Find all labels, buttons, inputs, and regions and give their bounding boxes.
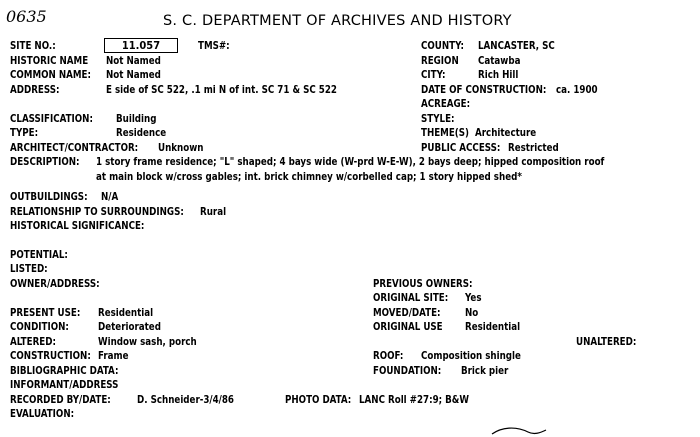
type-label: TYPE: [10, 126, 39, 139]
historic-name-value: Not Named [106, 54, 161, 67]
relationship-label: RELATIONSHIP TO SURROUNDINGS: [10, 205, 184, 218]
description-label: DESCRIPTION: [10, 155, 80, 168]
type-value: Residence [116, 126, 167, 139]
date-of-construction-value: ca. 1900 [556, 83, 598, 96]
foundation-label: FOUNDATION: [373, 364, 442, 377]
moved-date-label: MOVED/DATE: [373, 306, 441, 319]
common-name-value: Not Named [106, 68, 161, 81]
county-value: LANCASTER, SC [478, 39, 555, 52]
recorded-by-label: RECORDED BY/DATE: [10, 393, 111, 406]
unaltered-label: UNALTERED: [576, 335, 637, 348]
informant-label: INFORMANT/ADDRESS [10, 378, 119, 391]
condition-label: CONDITION: [10, 320, 69, 333]
original-use-value: Residential [465, 320, 521, 333]
altered-label: ALTERED: [10, 335, 56, 348]
page-title: S. C. DEPARTMENT OF ARCHIVES AND HISTORY [163, 13, 512, 29]
architect-label: ARCHITECT/CONTRACTOR: [10, 141, 139, 154]
date-of-construction-label: DATE OF CONSTRUCTION: [421, 83, 547, 96]
acreage-label: ACREAGE: [421, 97, 471, 110]
classification-label: CLASSIFICATION: [10, 112, 93, 125]
present-use-label: PRESENT USE: [10, 306, 81, 319]
public-access-value: Restricted [508, 141, 559, 154]
original-site-value: Yes [465, 291, 482, 304]
condition-value: Deteriorated [98, 320, 161, 333]
construction-label: CONSTRUCTION: [10, 349, 91, 362]
address-value: E side of SC 522, .1 mi N of int. SC 71 & SC 522 [106, 83, 337, 96]
region-value: Catawba [478, 54, 521, 67]
description-line-2: at main block w/cross gables; int. brick chimney w/corbelled cap; 1 story hipped shed* [96, 170, 522, 183]
photo-data-label: PHOTO DATA: [285, 393, 352, 406]
previous-owners-label: PREVIOUS OWNERS: [373, 277, 473, 290]
classification-value: Building [116, 112, 157, 125]
themes-label: THEME(S) [421, 126, 470, 139]
site-no-value: 11.057 [104, 38, 178, 53]
relationship-value: Rural [200, 205, 227, 218]
moved-date-value: No [465, 306, 479, 319]
altered-value: Window sash, porch [98, 335, 197, 348]
original-use-label: ORIGINAL USE [373, 320, 443, 333]
city-label: CITY: [421, 68, 446, 81]
recorded-by-value: D. Schneider-3/4/86 [137, 393, 234, 406]
description-line-1: 1 story frame residence; "L" shaped; 4 bays wide (W-prd W-E-W), 2 bays deep; hipped composition roof [96, 155, 605, 168]
handwritten-mark [490, 424, 550, 436]
listed-label: LISTED: [10, 262, 48, 275]
outbuildings-label: OUTBUILDINGS: [10, 190, 88, 203]
region-label: REGION [421, 54, 459, 67]
potential-label: POTENTIAL: [10, 248, 68, 261]
roof-label: ROOF: [373, 349, 404, 362]
city-value: Rich Hill [478, 68, 519, 81]
style-label: STYLE: [421, 112, 455, 125]
outbuildings-value: N/A [101, 190, 119, 203]
historical-significance-label: HISTORICAL SIGNIFICANCE: [10, 219, 145, 232]
tms-label: TMS#: [198, 39, 230, 52]
photo-data-value: LANC Roll #27:9; B&W [359, 393, 469, 406]
roof-value: Composition shingle [421, 349, 521, 362]
county-label: COUNTY: [421, 39, 465, 52]
present-use-value: Residential [98, 306, 154, 319]
public-access-label: PUBLIC ACCESS: [421, 141, 501, 154]
address-label: ADDRESS: [10, 83, 60, 96]
themes-value: Architecture [475, 126, 537, 139]
card-number-stamp: 0635 [6, 7, 47, 26]
construction-value: Frame [98, 349, 129, 362]
site-no-label: SITE NO.: [10, 39, 56, 52]
foundation-value: Brick pier [461, 364, 509, 377]
original-site-label: ORIGINAL SITE: [373, 291, 449, 304]
common-name-label: COMMON NAME: [10, 68, 91, 81]
evaluation-label: EVALUATION: [10, 407, 75, 420]
bibliographic-label: BIBLIOGRAPHIC DATA: [10, 364, 119, 377]
historic-name-label: HISTORIC NAME [10, 54, 89, 67]
architect-value: Unknown [158, 141, 204, 154]
owner-address-label: OWNER/ADDRESS: [10, 277, 100, 290]
